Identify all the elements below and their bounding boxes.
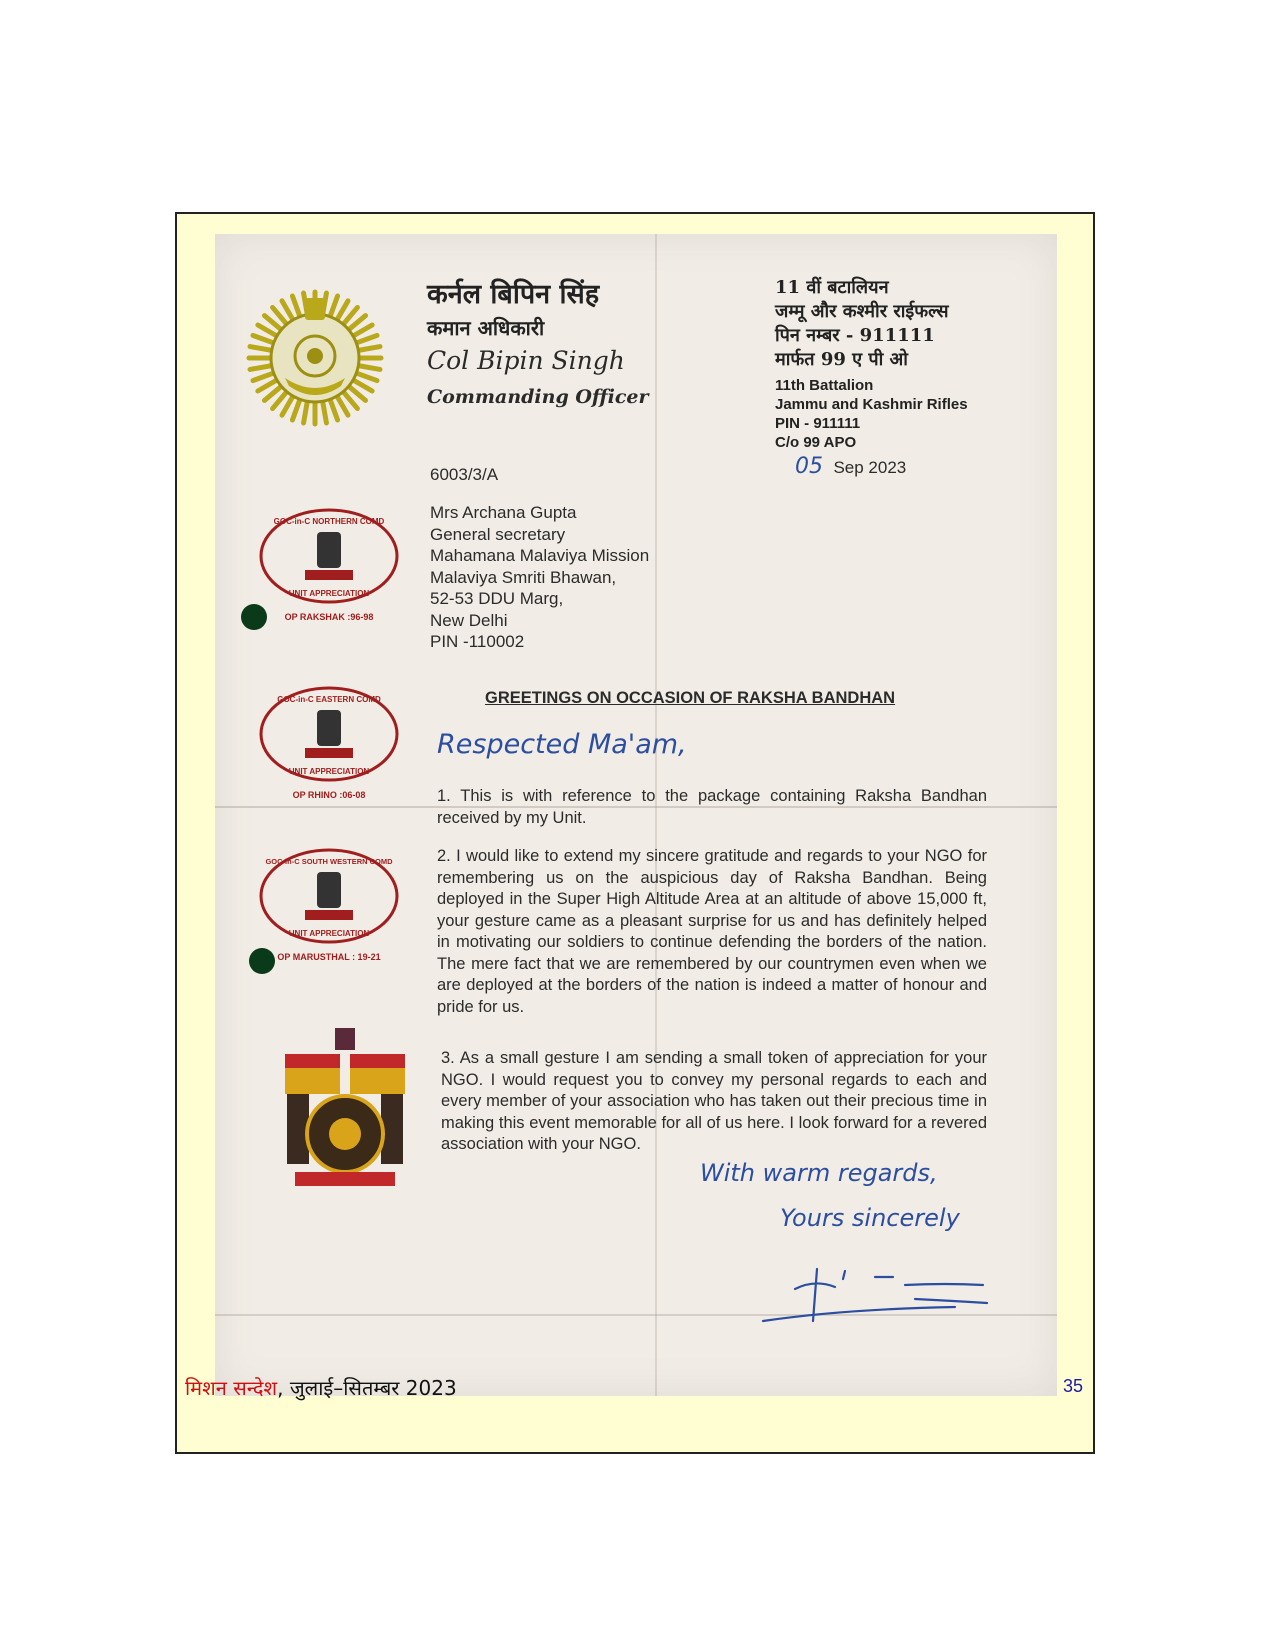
address-line: मार्फत 99 ए पी ओ [775,349,908,370]
regimental-crest [275,1024,415,1194]
recipient-address [430,502,649,653]
badge-bottom-text: UNIT APPRECIATION [288,929,370,938]
salutation-handwritten: Respected Ma'am, [437,729,687,760]
recipient-line: PIN -110002 [430,632,525,651]
publication-title: मिशन सन्देश [185,1376,278,1400]
badge-bottom-text: UNIT APPRECIATION [288,589,370,598]
publication-issue: , जुलाई–सितम्बर 2023 [277,1376,457,1400]
badge-op-label: OP RAKSHAK :96-98 [284,612,374,622]
designation-hindi: कमान अधिकारी [427,316,545,340]
recipient-line: 52-53 DDU Marg, [430,589,564,608]
recipient-line: General secretary [430,524,566,544]
regimental-emblem [245,278,385,428]
page-number: 35 [1062,1376,1083,1396]
recipient-line: Mrs Archana Gupta [430,503,577,522]
badge-bottom-text: UNIT APPRECIATION [288,767,370,776]
badge-top-text: GOC-in-C EASTERN COMD [277,695,381,704]
letter-subject: GREETINGS ON OCCASION OF RAKSHA BANDHAN [485,689,896,707]
punch-hole [241,604,267,630]
badge-op-label: OP RHINO :06-08 [292,790,366,800]
date-month-year: Sep 2023 [833,458,907,477]
signature [755,1249,995,1329]
address-line: 11th Battalion [775,377,874,394]
address-line: पिन नम्बर - 911111 [775,325,935,346]
page-frame [175,212,1095,1454]
name-english: Col Bipin Singh [427,346,625,375]
address-line: PIN - 911111 [775,415,861,432]
address-line: जम्मू और कश्मीर राईफल्स [775,301,949,322]
address-line: Jammu and Kashmir Rifles [775,396,968,413]
badge-top-text: GOC-in-C NORTHERN COMD [273,517,385,526]
badge-northern-comd [257,504,407,624]
recipient-line: Malaviya Smriti Bhawan, [430,567,617,587]
paragraph-1: 1. This is with reference to the package containing Raksha Bandhan received by my Unit. [437,787,987,827]
letter-date [795,454,906,479]
reference-number: 6003/3/A [430,465,499,484]
date-day-handwritten: 05 [795,454,823,479]
footer-publication [185,1374,457,1401]
badge-top-text: GOC-in-C SOUTH WESTERN COMD [265,857,393,866]
name-hindi: कर्नल बिपिन सिंह [427,279,600,310]
closing-sincerely: Yours sincerely [780,1204,960,1232]
badge-eastern-comd [257,682,407,802]
paragraph-2: 2. I would like to extend my sincere gratitude and regards to your NGO for remembering us on the auspicious day of Raksha Bandhan. Being deployed in the Super High Altitude Area at an altitude of above 15,000 ft, your gesture came as a pleasant surprise for us and has definitely helped in motivating our soldiers to continue defending the borders of the nation. The mere fact that we are remembered by our countrymen even when we are deployed at the borders of the nation is indeed a matter of honour and pride for us. [437,847,987,1016]
punch-hole [249,948,275,974]
unit-address [775,276,968,452]
designation-english: Commanding Officer [427,386,649,408]
address-line: C/o 99 APO [775,434,857,451]
recipient-line: New Delhi [430,610,508,630]
badge-south-western-comd [257,844,407,964]
letter-photo [215,234,1057,1396]
address-line: 11 वीं बटालियन [775,277,889,298]
closing-regards: With warm regards, [700,1159,938,1187]
paragraph-3: 3. As a small gesture I am sending a small token of appreciation for your NGO. I would request you to convey my personal regards to each and every member of your association who has taken out their precious time in making this event memorable for all of us here. I look forward for a revered association with your NGO. [441,1049,987,1153]
badge-op-label: OP MARUSTHAL : 19-21 [277,952,381,962]
recipient-line: Mahamana Malaviya Mission [430,546,650,565]
